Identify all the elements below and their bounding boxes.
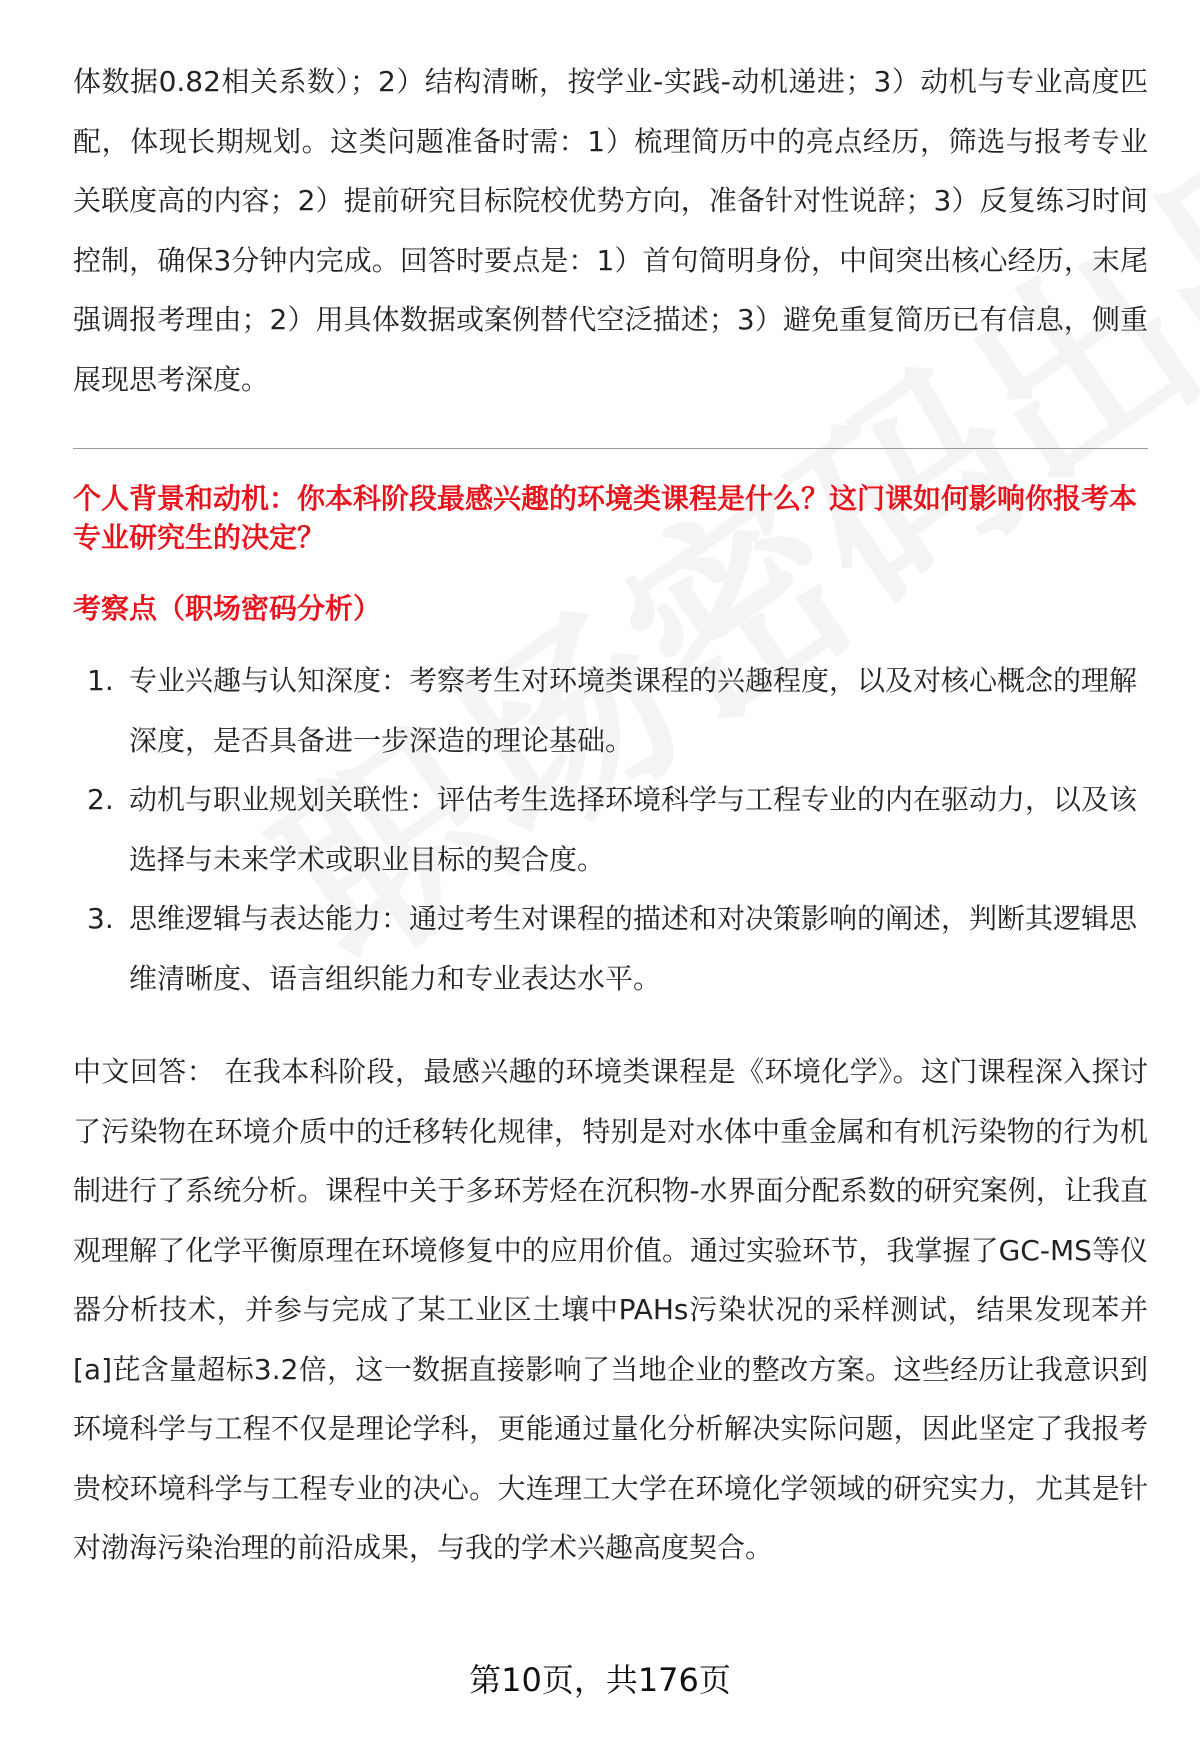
assessment-points-list <box>73 651 1148 1008</box>
document-page <box>73 52 1148 1578</box>
list-item-number: 1. <box>87 664 114 697</box>
list-item-text: 专业兴趣与认知深度：考察考生对环境类课程的兴趣程度，以及对核心概念的理解深度，是否具备进一步深造的理论基础。 <box>129 664 1138 757</box>
list-item <box>73 651 1148 770</box>
list-item-number: 2. <box>87 783 114 816</box>
answer-paragraph: 中文回答： 在我本科阶段，最感兴趣的环境类课程是《环境化学》。这门课程深入探讨了污染物在环境介质中的迁移转化规律，特别是对水体中重金属和有机污染物的行为机制进行了系统分析。课程中关于多环芳烃在沉积物-水界面分配系数的研究案例，让我直观理解了化学平衡原理在环境修复中的应用价值。通过实验环节，我掌握了GC-MS等仪器分析技术，并参与完成了某工业区土壤中PAHs污染状况的采样测试，结果发现苯并[a]芘含量超标3.2倍，这一数据直接影响了当地企业的整改方案。这些经历让我意识到环境科学与工程不仅是理论学科，更能通过量化分析解决实际问题，因此坚定了我报考贵校环境科学与工程专业的决心。大连理工大学在环境化学领域的研究实力，尤其是针对渤海污染治理的前沿成果，与我的学术兴趣高度契合。 <box>73 1055 1148 1564</box>
section-title: 考察点（职场密码分析） <box>73 592 382 625</box>
page-number: 第10页，共176页 <box>469 1661 731 1699</box>
list-item-text: 动机与职业规划关联性：评估考生选择环境科学与工程专业的内在驱动力，以及该选择与未来学术或职业目标的契合度。 <box>129 783 1138 876</box>
list-item-number: 3. <box>87 902 114 935</box>
list-item-text: 思维逻辑与表达能力：通过考生对课程的描述和对决策影响的阐述，判断其逻辑思维清晰度、语言组织能力和专业表达水平。 <box>129 902 1138 995</box>
list-item <box>73 770 1148 889</box>
list-item <box>73 889 1148 1008</box>
question-heading: 个人背景和动机：你本科阶段最感兴趣的环境类课程是什么？这门课如何影响你报考本专业研究生的决定？ <box>73 482 1138 554</box>
section-divider <box>73 448 1148 449</box>
intro-paragraph: 体数据0.82相关系数）；2）结构清晰，按学业-实践-动机递进；3）动机与专业高度匹配，体现长期规划。这类问题准备时需：1）梳理简历中的亮点经历，筛选与报考专业关联度高的内容；2）提前研究目标院校优势方向，准备针对性说辞；3）反复练习时间控制，确保3分钟内完成。回答时要点是：1）首句简明身份，中间突出核心经历，末尾强调报考理由；2）用具体数据或案例替代空泛描述；3）避免重复简历已有信息，侧重展现思考深度。 <box>73 65 1148 396</box>
